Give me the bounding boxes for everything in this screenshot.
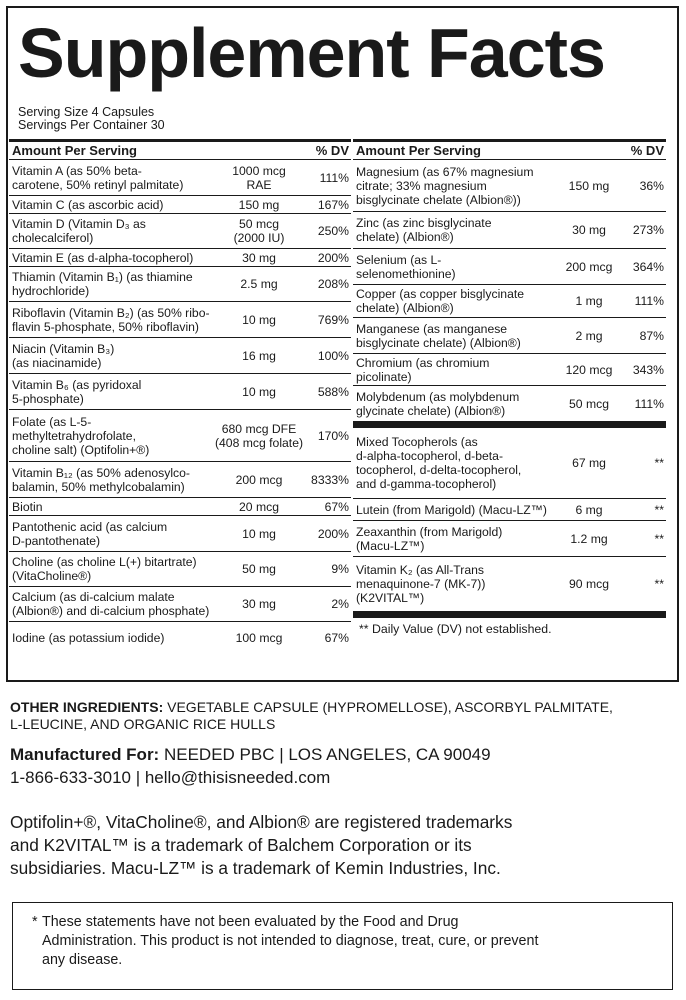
nutrient-row: [353, 386, 666, 421]
nutrient-row: [9, 410, 351, 462]
nutrient-amount: 50 mcg: [569, 396, 609, 411]
nutrient-amount: 2.5 mg: [240, 277, 278, 291]
fda-disclaimer-box: [12, 902, 673, 990]
divider-bar-thick: [353, 421, 666, 428]
header-amount: Amount Per Serving: [356, 143, 481, 158]
nutrient-name: Zeaxanthin (from Marigold) (Macu-LZ™): [356, 524, 503, 553]
nutrient-amount: 120 mcg: [565, 362, 613, 377]
nutrient-row: [353, 160, 666, 212]
nutrient-name: Vitamin K₂ (as All-Trans menaquinone-7 (MK-7)) (K2VITAL™): [356, 563, 486, 605]
nutrient-row: [9, 622, 351, 653]
other-ingredients-text-2: L-LEUCINE, AND ORGANIC RICE HULLS: [10, 716, 276, 732]
header-amount: Amount Per Serving: [12, 143, 137, 158]
nutrient-name: Vitamin A (as 50% beta- carotene, 50% retinyl palmitate): [12, 163, 184, 192]
nutrient-row: [9, 302, 351, 338]
nutrient-amount: 30 mg: [242, 250, 276, 265]
nutrient-name: Vitamin B₁₂ (as 50% adenosylco- balamin, 50% methylcobalamin): [12, 465, 190, 494]
nutrient-dv: 67%: [324, 499, 349, 514]
nutrient-row: [353, 521, 666, 557]
nutrient-amount: 10 mg: [242, 526, 276, 541]
nutrient-dv: 87%: [639, 328, 664, 343]
nutrient-row: [353, 212, 666, 249]
nutrient-row: [9, 587, 351, 622]
nutrient-name: Niacin (Vitamin B₃) (as niacinamide): [12, 341, 115, 370]
nutrient-name: Vitamin E (as d-alpha-tocopherol): [12, 250, 194, 265]
nutrient-dv: **: [654, 456, 664, 470]
nutrient-amount: 67 mg: [572, 456, 606, 470]
other-ingredients-label: OTHER INGREDIENTS:: [10, 699, 164, 715]
nutrient-name: Folate (as L-5- methyltetrahydrofolate, choline salt) (Optifolin+®): [12, 414, 150, 457]
nutrient-name: Selenium (as L- selenomethionine): [356, 252, 456, 281]
nutrient-dv: 111%: [634, 294, 664, 308]
nutrient-name: Chromium (as chromium picolinate): [356, 355, 490, 384]
nutrient-dv: 67%: [324, 630, 349, 645]
nutrient-dv: 8333%: [311, 472, 349, 487]
serving-size: Serving Size 4 Capsules: [18, 105, 155, 119]
nutrient-row: [9, 249, 351, 267]
nutrient-name: Mixed Tocopherols (as d-alpha-tocopherol, d-beta- tocopherol, d-delta-tocopherol, and d-gamma-tocopherol): [356, 435, 522, 491]
nutrient-name: Biotin: [12, 499, 43, 514]
nutrient-row: [353, 557, 666, 611]
nutrient-dv: 273%: [632, 223, 664, 237]
other-rows: [353, 428, 666, 611]
nutrient-dv: 2%: [331, 597, 349, 611]
nutrient-name: Copper (as copper bisglycinate chelate) (Albion®): [356, 287, 525, 315]
right-rows: [353, 160, 666, 421]
nutrient-amount: 10 mg: [242, 384, 276, 399]
nutrient-amount: 90 mcg: [569, 577, 609, 591]
nutrient-name: Thiamin (Vitamin B₁) (as thiamine hydrochloride): [12, 270, 193, 298]
nutrient-row: [9, 196, 351, 214]
nutrient-name: Choline (as choline L(+) bitartrate) (VitaCholine®): [12, 555, 197, 583]
nutrient-amount: 1000 mcg RAE: [232, 163, 286, 192]
table-header: [9, 142, 351, 160]
nutrient-amount: 50 mg: [242, 562, 276, 576]
nutrient-name: Manganese (as manganese bisglycinate chelate) (Albion®): [356, 321, 521, 350]
nutrient-name: Zinc (as zinc bisglycinate chelate) (Albion®): [356, 216, 492, 244]
nutrient-dv: 36%: [639, 178, 664, 193]
nutrient-amount: 150 mg: [238, 197, 280, 212]
nutrient-dv: 200%: [317, 250, 349, 265]
table-header: [353, 142, 666, 160]
nutrient-amount: 680 mcg DFE (408 mcg folate): [214, 421, 304, 450]
nutrient-name: Calcium (as di-calcium malate (Albion®) and di-calcium phosphate): [12, 590, 210, 618]
disclaimer-asterisk: *: [32, 914, 38, 930]
nutrient-row: [9, 160, 351, 196]
nutrient-row: [353, 499, 666, 521]
nutrient-amount: 10 mg: [242, 312, 276, 327]
other-ingredients-text: VEGETABLE CAPSULE (HYPROMELLOSE), ASCORBYL PALMITATE,: [163, 699, 613, 715]
nutrient-row: [353, 285, 666, 318]
nutrient-dv: 343%: [632, 362, 664, 377]
nutrient-name: Vitamin B₆ (as pyridoxal 5-phosphate): [12, 377, 142, 406]
nutrient-name: Molybdenum (as molybdenum glycinate chelate) (Albion®): [356, 389, 520, 418]
nutrient-row: [353, 249, 666, 285]
nutrient-name: Lutein (from Marigold) (Macu-LZ™): [356, 502, 547, 517]
nutrient-dv: **: [654, 577, 664, 591]
nutrient-row: [9, 498, 351, 516]
nutrient-row: [353, 428, 666, 499]
nutrient-amount: 6 mg: [575, 502, 603, 517]
nutrient-row: [9, 552, 351, 587]
dv-note: ** Daily Value (DV) not established.: [359, 622, 552, 636]
manufacturer-label: Manufactured For:: [10, 745, 160, 764]
manufacturer-address: NEEDED PBC | LOS ANGELES, CA 90049: [159, 745, 491, 764]
nutrient-amount: 150 mg: [568, 178, 610, 193]
facts-table-right: [353, 139, 666, 636]
nutrient-dv: 588%: [317, 384, 349, 399]
nutrient-row: [9, 516, 351, 552]
nutrient-dv: 250%: [317, 224, 349, 238]
nutrient-amount: 30 mg: [572, 223, 606, 237]
nutrient-amount: 100 mcg: [235, 630, 283, 645]
nutrient-name: Riboflavin (Vitamin B₂) (as 50% ribo- flavin 5-phosphate, 50% riboflavin): [12, 305, 210, 334]
servings-per-container: Servings Per Container 30: [18, 118, 165, 132]
nutrient-name: Vitamin D (Vitamin D₃ as cholecalciferol): [12, 217, 146, 245]
nutrient-amount: 200 mcg: [565, 259, 613, 274]
nutrient-dv: 769%: [317, 312, 349, 327]
nutrient-name: Iodine (as potassium iodide): [12, 630, 165, 645]
nutrient-row: [9, 462, 351, 498]
header-dv: % DV: [315, 143, 349, 158]
nutrient-amount: 30 mg: [242, 597, 276, 611]
other-ingredients: [10, 699, 613, 733]
nutrient-dv: 100%: [317, 348, 349, 363]
divider-bar-thick: [353, 611, 666, 618]
facts-table-left: [9, 139, 351, 653]
nutrient-dv: 200%: [317, 526, 349, 541]
left-rows: [9, 160, 351, 653]
trademark-notice: [10, 811, 512, 880]
nutrient-dv: 111%: [634, 396, 664, 411]
nutrient-amount: 16 mg: [242, 348, 276, 363]
nutrient-dv: 167%: [317, 197, 349, 212]
nutrient-dv: 208%: [317, 277, 349, 291]
nutrient-row: [353, 318, 666, 354]
trademark-line: and K2VITAL™ is a trademark of Balchem Corporation or its: [10, 835, 472, 855]
nutrient-row: [9, 267, 351, 302]
nutrient-dv: **: [654, 502, 664, 517]
nutrient-dv: 111%: [319, 170, 349, 185]
trademark-line: Optifolin+®, VitaCholine®, and Albion® are registered trademarks: [10, 812, 513, 832]
nutrient-amount: 20 mcg: [239, 499, 279, 514]
nutrient-amount: 1.2 mg: [570, 531, 608, 546]
nutrient-row: [9, 338, 351, 374]
nutrient-row: [9, 374, 351, 410]
nutrient-amount: 50 mcg (2000 IU): [233, 217, 285, 245]
nutrient-dv: 170%: [317, 428, 349, 443]
nutrient-row: [353, 354, 666, 386]
nutrient-amount: 1 mg: [575, 294, 603, 308]
nutrient-name: Vitamin C (as ascorbic acid): [12, 197, 164, 212]
nutrient-name: Pantothenic acid (as calcium D-pantothenate): [12, 519, 168, 548]
panel-title: Supplement Facts: [18, 14, 605, 92]
nutrient-amount: 200 mcg: [235, 472, 283, 487]
nutrient-dv: 9%: [331, 562, 349, 576]
manufacturer-info: [10, 743, 491, 789]
nutrient-row: [9, 214, 351, 249]
disclaimer-text: These statements have not been evaluated by the Food and Drug Administration. This product is not intended to diagnose, treat, cure, or prevent any disease.: [42, 914, 539, 968]
nutrient-dv: 364%: [632, 259, 664, 274]
nutrient-dv: **: [654, 531, 664, 546]
nutrient-amount: 2 mg: [575, 328, 603, 343]
manufacturer-contact: 1-866-633-3010 | hello@thisisneeded.com: [10, 768, 331, 787]
nutrient-name: Magnesium (as 67% magnesium citrate; 33% magnesium bisglycinate chelate (Albion®)): [356, 164, 534, 207]
header-dv: % DV: [630, 143, 664, 158]
trademark-line: subsidiaries. Macu-LZ™ is a trademark of Kemin Industries, Inc.: [10, 858, 501, 878]
